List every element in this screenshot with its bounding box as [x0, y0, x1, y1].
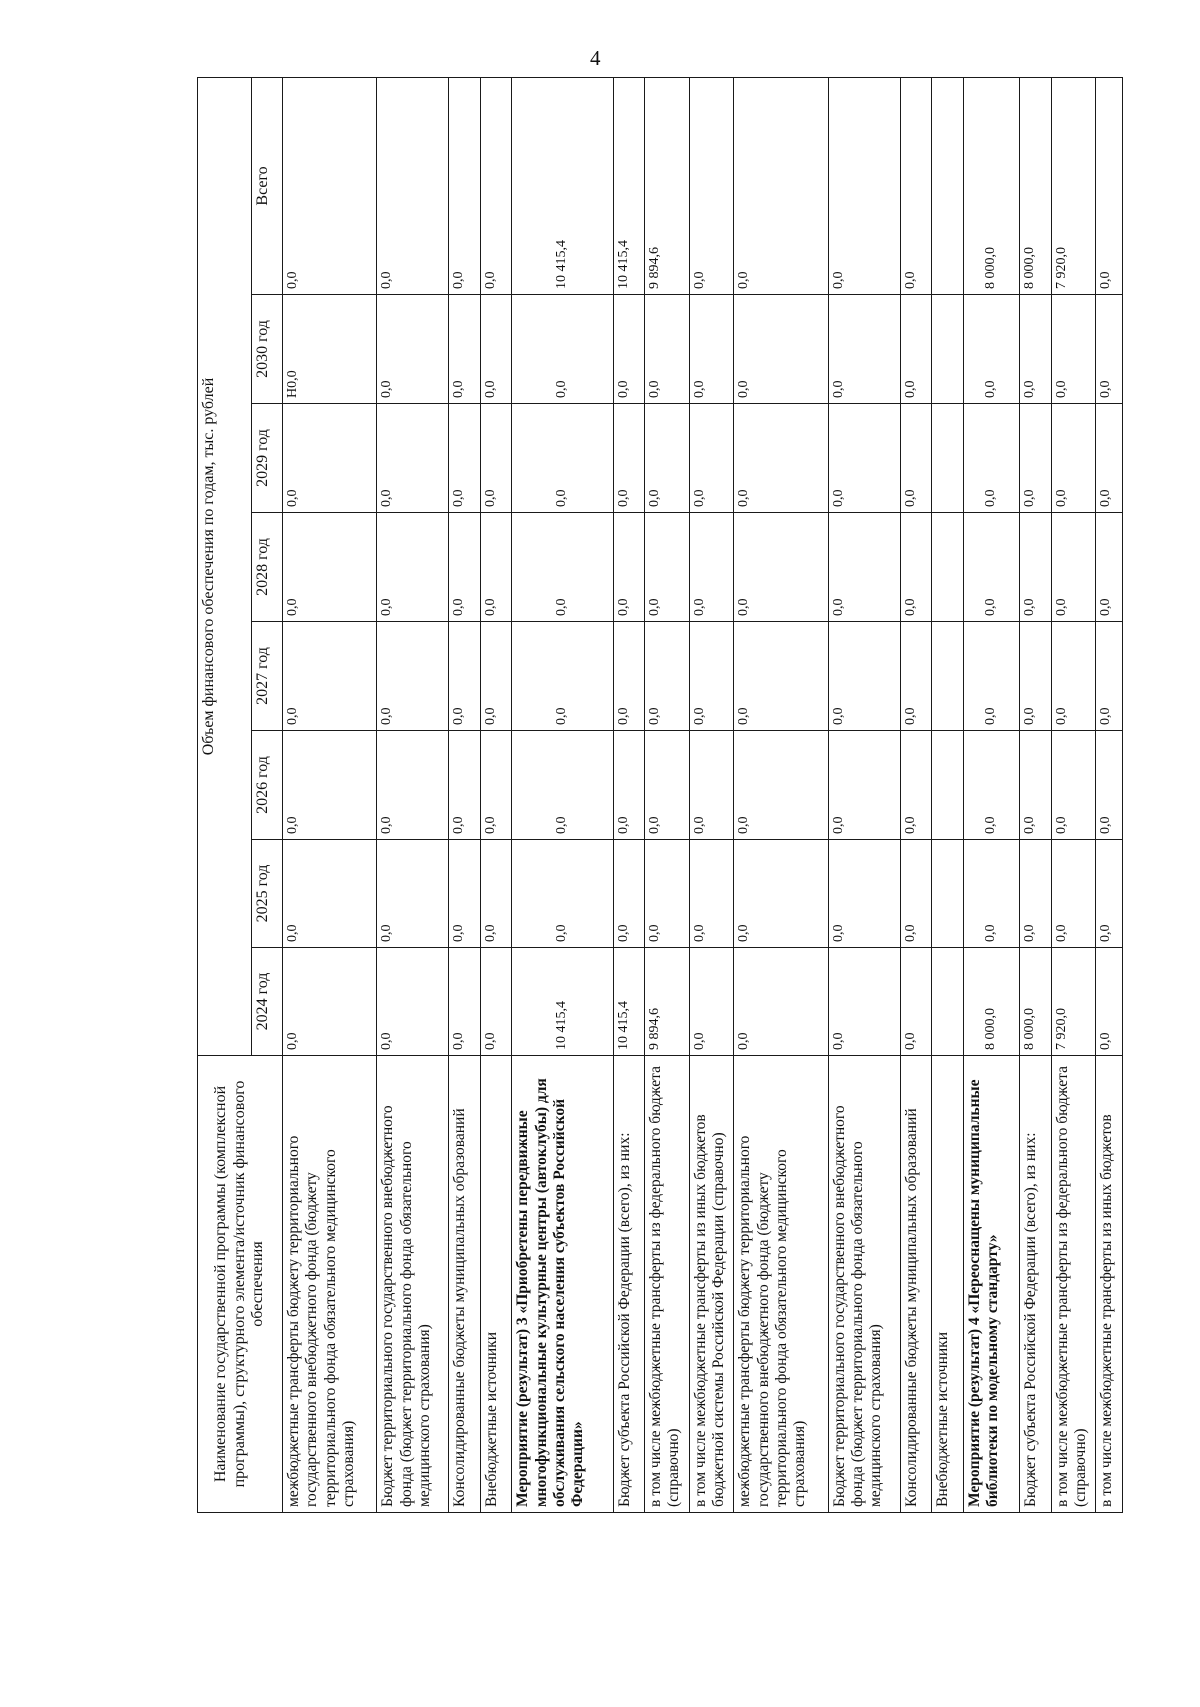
- row-value: 10 415,4: [613, 77, 644, 294]
- row-value: 0,0: [689, 731, 734, 840]
- header-name-column: Наименование государственной программы (комплексной программы), структурного элемента/источник финансового обеспечения: [198, 1056, 283, 1513]
- row-value: 0,0: [449, 622, 480, 731]
- table-row: [449, 77, 480, 1512]
- row-value: [932, 295, 963, 404]
- row-value: 7 920,0: [1051, 77, 1096, 294]
- row-name: Бюджет субъекта Российской Федерации (всего), из них:: [1020, 1056, 1051, 1513]
- row-value: 0,0: [449, 840, 480, 948]
- row-value: 7 920,0: [1051, 948, 1096, 1056]
- row-value: 0,0: [283, 731, 377, 840]
- row-value: 0,0: [734, 731, 828, 840]
- row-value: 0,0: [1096, 622, 1123, 731]
- table-row: [963, 77, 1020, 1512]
- row-value: 0,0: [734, 513, 828, 622]
- row-value: 0,0: [449, 404, 480, 513]
- row-value: 0,0: [377, 840, 449, 948]
- header-year-2024: 2024 год: [252, 948, 283, 1056]
- row-value: 0,0: [689, 948, 734, 1056]
- row-value: 0,0: [377, 731, 449, 840]
- row-value: 0,0: [1096, 948, 1123, 1056]
- row-value: 0,0: [512, 731, 613, 840]
- table-row: [613, 77, 644, 1512]
- row-value: 0,0: [512, 840, 613, 948]
- row-value: 0,0: [613, 513, 644, 622]
- header-financing-group: Объем финансового обеспечения по годам, тыс. рублей: [198, 77, 252, 1055]
- row-value: 0,0: [1096, 731, 1123, 840]
- row-value: 0,0: [613, 840, 644, 948]
- row-value: 0,0: [512, 404, 613, 513]
- row-value: 0,0: [900, 622, 931, 731]
- row-value: 0,0: [377, 77, 449, 294]
- row-value: Н0,0: [283, 295, 377, 404]
- row-value: 9 894,6: [645, 948, 690, 1056]
- row-value: 0,0: [689, 77, 734, 294]
- row-value: 0,0: [377, 404, 449, 513]
- table-row: [377, 77, 449, 1512]
- row-value: 0,0: [1051, 404, 1096, 513]
- row-value: 0,0: [1020, 404, 1051, 513]
- row-value: 0,0: [645, 731, 690, 840]
- row-value: 0,0: [734, 295, 828, 404]
- row-name: в том числе межбюджетные трансферты из федерального бюджета (справочно): [1051, 1056, 1096, 1513]
- row-value: 0,0: [963, 622, 1020, 731]
- row-value: 0,0: [900, 948, 931, 1056]
- row-value: 0,0: [377, 622, 449, 731]
- row-value: 0,0: [377, 948, 449, 1056]
- row-value: 0,0: [613, 731, 644, 840]
- row-value: 0,0: [1020, 840, 1051, 948]
- row-value: 0,0: [283, 622, 377, 731]
- row-value: 0,0: [828, 731, 900, 840]
- row-value: 0,0: [613, 404, 644, 513]
- row-value: 0,0: [283, 404, 377, 513]
- row-value: 0,0: [1051, 731, 1096, 840]
- row-value: [932, 404, 963, 513]
- row-value: 0,0: [645, 840, 690, 948]
- row-value: 0,0: [512, 513, 613, 622]
- row-value: 0,0: [480, 513, 511, 622]
- row-value: 0,0: [1020, 731, 1051, 840]
- row-name: Внебюджетные источники: [480, 1056, 511, 1513]
- row-value: [932, 731, 963, 840]
- row-value: 0,0: [828, 295, 900, 404]
- row-value: 0,0: [512, 622, 613, 731]
- row-value: 0,0: [480, 404, 511, 513]
- row-value: 0,0: [1096, 77, 1123, 294]
- row-name: Внебюджетные источники: [932, 1056, 963, 1513]
- row-value: 0,0: [900, 513, 931, 622]
- row-value: 0,0: [1096, 840, 1123, 948]
- row-value: 0,0: [645, 295, 690, 404]
- row-name: в том числе межбюджетные трансферты из иных бюджетов бюджетной системы Российской Федерации (справочно): [689, 1056, 734, 1513]
- row-value: 0,0: [613, 295, 644, 404]
- row-value: 0,0: [828, 840, 900, 948]
- row-value: 10 415,4: [613, 948, 644, 1056]
- row-value: 0,0: [645, 622, 690, 731]
- row-value: 0,0: [283, 513, 377, 622]
- row-value: 0,0: [377, 295, 449, 404]
- row-name: Бюджет территориального государственного внебюджетного фонда (бюджет территориального фонда обязательного медицинского страхования): [828, 1056, 900, 1513]
- table-row: [1051, 77, 1096, 1512]
- row-value: 0,0: [689, 295, 734, 404]
- row-name: Мероприятие (результат) 4 «Переоснащены муниципальные библиотеки по модельному стандарту»: [963, 1056, 1020, 1513]
- row-value: 0,0: [734, 77, 828, 294]
- row-value: 0,0: [449, 731, 480, 840]
- row-value: 0,0: [900, 77, 931, 294]
- table-row: [480, 77, 511, 1512]
- row-name: в том числе межбюджетные трансферты из иных бюджетов: [1096, 1056, 1123, 1513]
- row-value: 0,0: [900, 731, 931, 840]
- row-value: 0,0: [1051, 622, 1096, 731]
- header-year-2029: 2029 год: [252, 404, 283, 513]
- row-value: 0,0: [689, 513, 734, 622]
- row-name: Консолидированные бюджеты муниципальных образований: [900, 1056, 931, 1513]
- table-row: [283, 77, 377, 1512]
- row-value: 0,0: [480, 840, 511, 948]
- row-value: 0,0: [480, 731, 511, 840]
- row-value: 0,0: [1096, 295, 1123, 404]
- row-value: 0,0: [828, 513, 900, 622]
- row-value: 0,0: [377, 513, 449, 622]
- row-value: 0,0: [283, 77, 377, 294]
- row-value: 8 000,0: [1020, 77, 1051, 294]
- row-value: 0,0: [449, 295, 480, 404]
- row-value: 0,0: [1096, 404, 1123, 513]
- row-name: межбюджетные трансферты бюджету территориального государственного внебюджетного фонда (бюджету территориального фонда обязательного медицинского страхования): [734, 1056, 828, 1513]
- row-value: 0,0: [828, 622, 900, 731]
- row-value: 0,0: [480, 948, 511, 1056]
- row-value: [932, 622, 963, 731]
- table-row: [689, 77, 734, 1512]
- row-value: 0,0: [963, 404, 1020, 513]
- table-row: [1020, 77, 1051, 1512]
- row-value: 0,0: [734, 948, 828, 1056]
- table-row: [734, 77, 828, 1512]
- rotated-table-wrapper: [197, 78, 1123, 1513]
- table-row: [932, 77, 963, 1512]
- row-name: Бюджет территориального государственного внебюджетного фонда (бюджет территориального фонда обязательного медицинского страхования): [377, 1056, 449, 1513]
- row-value: 0,0: [734, 404, 828, 513]
- row-value: 0,0: [449, 77, 480, 294]
- row-value: 8 000,0: [1020, 948, 1051, 1056]
- table-row: [828, 77, 900, 1512]
- row-value: 0,0: [283, 840, 377, 948]
- row-value: 0,0: [828, 404, 900, 513]
- header-year-2025: 2025 год: [252, 840, 283, 948]
- row-value: 0,0: [963, 513, 1020, 622]
- row-value: 0,0: [449, 513, 480, 622]
- row-value: [932, 840, 963, 948]
- row-value: 0,0: [900, 840, 931, 948]
- row-value: 0,0: [963, 840, 1020, 948]
- row-value: [932, 513, 963, 622]
- row-name: в том числе межбюджетные трансферты из федерального бюджета (справочно): [645, 1056, 690, 1513]
- row-value: 0,0: [480, 295, 511, 404]
- row-value: 0,0: [734, 840, 828, 948]
- row-value: 10 415,4: [512, 948, 613, 1056]
- row-value: 0,0: [1020, 513, 1051, 622]
- row-value: 0,0: [480, 622, 511, 731]
- row-value: 0,0: [1051, 840, 1096, 948]
- row-value: 8 000,0: [963, 77, 1020, 294]
- row-name: Бюджет субъекта Российской Федерации (всего), из них:: [613, 1056, 644, 1513]
- row-value: 0,0: [1051, 295, 1096, 404]
- row-value: 0,0: [689, 404, 734, 513]
- row-value: 0,0: [512, 295, 613, 404]
- row-name: Мероприятие (результат) 3 «Приобретены передвижные многофункциональные культурные центры (автоклубы) для обслуживания сельского населения субъектов Российской Федерации»: [512, 1056, 613, 1513]
- row-value: 0,0: [900, 295, 931, 404]
- header-total: Всего: [252, 77, 283, 294]
- header-year-2027: 2027 год: [252, 622, 283, 731]
- table-row: [512, 77, 613, 1512]
- row-value: 0,0: [1020, 295, 1051, 404]
- row-value: 0,0: [689, 622, 734, 731]
- row-value: 0,0: [963, 731, 1020, 840]
- row-value: [932, 948, 963, 1056]
- row-value: 0,0: [283, 948, 377, 1056]
- row-value: 0,0: [1096, 513, 1123, 622]
- row-value: 0,0: [645, 513, 690, 622]
- row-value: 0,0: [1051, 513, 1096, 622]
- row-value: 0,0: [480, 77, 511, 294]
- row-value: 9 894,6: [645, 77, 690, 294]
- row-value: 8 000,0: [963, 948, 1020, 1056]
- header-year-2028: 2028 год: [252, 513, 283, 622]
- row-value: [932, 77, 963, 294]
- row-value: 0,0: [828, 948, 900, 1056]
- row-name: Консолидированные бюджеты муниципальных образований: [449, 1056, 480, 1513]
- row-value: 0,0: [963, 295, 1020, 404]
- row-value: 10 415,4: [512, 77, 613, 294]
- row-value: 0,0: [828, 77, 900, 294]
- row-value: 0,0: [449, 948, 480, 1056]
- row-value: 0,0: [645, 404, 690, 513]
- header-year-2026: 2026 год: [252, 731, 283, 840]
- page-number: 4: [590, 46, 601, 70]
- financing-table: [197, 77, 1123, 1513]
- row-value: 0,0: [689, 840, 734, 948]
- table-row: [645, 77, 690, 1512]
- row-value: 0,0: [734, 622, 828, 731]
- table-row: [1096, 77, 1123, 1512]
- row-name: межбюджетные трансферты бюджету территориального государственного внебюджетного фонда (бюджету территориального фонда обязательного медицинского страхования): [283, 1056, 377, 1513]
- header-year-2030: 2030 год: [252, 295, 283, 404]
- row-value: 0,0: [900, 404, 931, 513]
- table-row: [900, 77, 931, 1512]
- row-value: 0,0: [613, 622, 644, 731]
- row-value: 0,0: [1020, 622, 1051, 731]
